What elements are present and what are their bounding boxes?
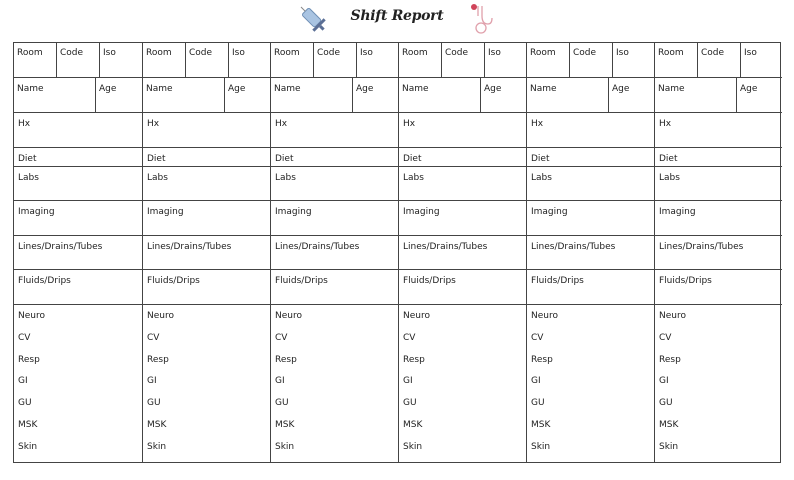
iso-field[interactable] xyxy=(484,43,527,77)
code-label: Code xyxy=(573,48,597,58)
imaging-label: Imaging xyxy=(18,207,55,217)
name-cell xyxy=(14,77,142,112)
room-cell xyxy=(655,43,782,77)
labs-label: Labs xyxy=(18,173,39,183)
system-label: GU xyxy=(275,398,289,409)
iso-field[interactable] xyxy=(356,43,399,77)
lines-cell[interactable] xyxy=(14,235,142,269)
age-field[interactable] xyxy=(480,78,527,112)
age-field[interactable] xyxy=(95,78,142,112)
systems-cell[interactable] xyxy=(271,304,398,464)
patient-column xyxy=(654,43,782,462)
fluids-label: Fluids/Drips xyxy=(531,276,584,286)
hx-label: Hx xyxy=(275,119,288,129)
system-label: GU xyxy=(147,398,161,409)
system-label: GI xyxy=(147,376,157,387)
room-field[interactable] xyxy=(14,43,56,77)
name-label: Name xyxy=(274,84,301,94)
labs-cell[interactable] xyxy=(271,166,398,200)
iso-label: Iso xyxy=(616,48,629,58)
code-field[interactable] xyxy=(697,43,740,77)
system-label: Neuro xyxy=(18,311,45,321)
system-label: MSK xyxy=(659,419,679,430)
diet-label: Diet xyxy=(275,154,294,164)
page-title: Shift Report xyxy=(350,8,444,24)
imaging-label: Imaging xyxy=(531,207,568,217)
labs-label: Labs xyxy=(403,173,424,183)
imaging-cell[interactable] xyxy=(271,200,398,235)
age-field[interactable] xyxy=(352,78,399,112)
system-label: CV xyxy=(659,332,672,343)
age-label: Age xyxy=(740,84,758,94)
room-label: Room xyxy=(658,48,684,58)
iso-label: Iso xyxy=(744,48,757,58)
hx-label: Hx xyxy=(531,119,544,129)
diet-label: Diet xyxy=(403,154,422,164)
name-cell xyxy=(143,77,270,112)
patient-column xyxy=(142,43,270,462)
systems-cell[interactable] xyxy=(143,304,270,464)
code-label: Code xyxy=(701,48,725,58)
room-field[interactable] xyxy=(399,43,441,77)
name-cell xyxy=(399,77,526,112)
patient-column xyxy=(398,43,526,462)
fluids-label: Fluids/Drips xyxy=(147,276,200,286)
labs-label: Labs xyxy=(531,173,552,183)
system-label: GI xyxy=(659,376,669,387)
hx-cell[interactable] xyxy=(14,112,142,147)
age-field[interactable] xyxy=(736,78,783,112)
age-label: Age xyxy=(228,84,246,94)
lines-cell[interactable] xyxy=(143,235,270,269)
iso-label: Iso xyxy=(232,48,245,58)
iso-label: Iso xyxy=(103,48,116,58)
hx-label: Hx xyxy=(18,119,31,129)
code-field[interactable] xyxy=(569,43,612,77)
lines-label: Lines/Drains/Tubes xyxy=(275,242,360,252)
system-label: Skin xyxy=(531,441,551,452)
system-label: Resp xyxy=(147,354,169,365)
fluids-cell[interactable] xyxy=(655,269,782,304)
diet-cell[interactable] xyxy=(399,147,526,166)
age-field[interactable] xyxy=(224,78,271,112)
name-field[interactable] xyxy=(527,78,608,112)
system-label: GU xyxy=(18,398,32,409)
name-cell xyxy=(527,77,654,112)
code-label: Code xyxy=(189,48,213,58)
labs-label: Labs xyxy=(275,173,296,183)
room-field[interactable] xyxy=(527,43,569,77)
iso-label: Iso xyxy=(488,48,501,58)
iso-field[interactable] xyxy=(99,43,142,77)
name-field[interactable] xyxy=(271,78,352,112)
system-label: GU xyxy=(403,398,417,409)
labs-label: Labs xyxy=(147,173,168,183)
system-label: GU xyxy=(659,398,673,409)
room-field[interactable] xyxy=(655,43,697,77)
system-label: MSK xyxy=(531,419,551,430)
diet-cell[interactable] xyxy=(527,147,654,166)
diet-cell[interactable] xyxy=(271,147,398,166)
name-label: Name xyxy=(402,84,429,94)
patient-column xyxy=(526,43,654,462)
systems-cell[interactable] xyxy=(655,304,782,464)
system-label: Neuro xyxy=(147,311,174,321)
system-label: Neuro xyxy=(403,311,430,321)
hx-label: Hx xyxy=(147,119,160,129)
diet-label: Diet xyxy=(18,154,37,164)
labs-label: Labs xyxy=(659,173,680,183)
system-label: GI xyxy=(18,376,28,387)
diet-cell[interactable] xyxy=(14,147,142,166)
diet-label: Diet xyxy=(659,154,678,164)
hx-cell[interactable] xyxy=(655,112,782,147)
lines-label: Lines/Drains/Tubes xyxy=(531,242,616,252)
room-cell xyxy=(14,43,142,77)
system-label: Resp xyxy=(18,354,40,365)
fluids-label: Fluids/Drips xyxy=(403,276,456,286)
fluids-cell[interactable] xyxy=(14,269,142,304)
name-field[interactable] xyxy=(655,78,736,112)
room-cell xyxy=(271,43,398,77)
system-label: CV xyxy=(147,332,160,343)
system-label: CV xyxy=(275,332,288,343)
fluids-cell[interactable] xyxy=(527,269,654,304)
system-label: GI xyxy=(275,376,285,387)
imaging-label: Imaging xyxy=(147,207,184,217)
iso-field[interactable] xyxy=(740,43,783,77)
system-label: Neuro xyxy=(275,311,302,321)
name-field[interactable] xyxy=(399,78,480,112)
system-label: GI xyxy=(531,376,541,387)
age-label: Age xyxy=(356,84,374,94)
code-label: Code xyxy=(317,48,341,58)
imaging-label: Imaging xyxy=(659,207,696,217)
name-field[interactable] xyxy=(14,78,95,112)
name-field[interactable] xyxy=(143,78,224,112)
room-label: Room xyxy=(530,48,556,58)
fluids-cell[interactable] xyxy=(399,269,526,304)
age-label: Age xyxy=(612,84,630,94)
system-label: MSK xyxy=(147,419,167,430)
hx-label: Hx xyxy=(659,119,672,129)
system-label: GU xyxy=(531,398,545,409)
lines-label: Lines/Drains/Tubes xyxy=(403,242,488,252)
diet-label: Diet xyxy=(147,154,166,164)
system-label: Resp xyxy=(275,354,297,365)
system-label: CV xyxy=(403,332,416,343)
system-label: Skin xyxy=(275,441,295,452)
system-label: MSK xyxy=(403,419,423,430)
imaging-cell[interactable] xyxy=(399,200,526,235)
room-label: Room xyxy=(402,48,428,58)
system-label: Resp xyxy=(659,354,681,365)
lines-label: Lines/Drains/Tubes xyxy=(18,242,103,252)
labs-cell[interactable] xyxy=(655,166,782,200)
diet-cell[interactable] xyxy=(655,147,782,166)
imaging-label: Imaging xyxy=(403,207,440,217)
syringe-icon xyxy=(296,2,330,36)
labs-cell[interactable] xyxy=(14,166,142,200)
system-label: Resp xyxy=(403,354,425,365)
system-label: Skin xyxy=(659,441,679,452)
stethoscope-icon xyxy=(468,3,494,35)
system-label: CV xyxy=(18,332,31,343)
code-field[interactable] xyxy=(185,43,228,77)
lines-cell[interactable] xyxy=(527,235,654,269)
patient-column xyxy=(14,43,142,462)
name-label: Name xyxy=(658,84,685,94)
imaging-cell[interactable] xyxy=(143,200,270,235)
lines-cell[interactable] xyxy=(271,235,398,269)
hx-cell[interactable] xyxy=(527,112,654,147)
room-label: Room xyxy=(17,48,43,58)
hx-cell[interactable] xyxy=(271,112,398,147)
system-label: Resp xyxy=(531,354,553,365)
hx-cell[interactable] xyxy=(399,112,526,147)
room-field[interactable] xyxy=(143,43,185,77)
hx-label: Hx xyxy=(403,119,416,129)
name-label: Name xyxy=(17,84,44,94)
systems-cell[interactable] xyxy=(527,304,654,464)
name-cell xyxy=(271,77,398,112)
system-label: Neuro xyxy=(659,311,686,321)
room-label: Room xyxy=(274,48,300,58)
lines-label: Lines/Drains/Tubes xyxy=(147,242,232,252)
system-label: CV xyxy=(531,332,544,343)
code-label: Code xyxy=(445,48,469,58)
patient-column xyxy=(270,43,398,462)
shift-report-table xyxy=(13,42,781,463)
age-label: Age xyxy=(99,84,117,94)
iso-field[interactable] xyxy=(612,43,655,77)
fluids-label: Fluids/Drips xyxy=(659,276,712,286)
imaging-cell[interactable] xyxy=(655,200,782,235)
system-label: Skin xyxy=(147,441,167,452)
imaging-cell[interactable] xyxy=(527,200,654,235)
lines-label: Lines/Drains/Tubes xyxy=(659,242,744,252)
system-label: Neuro xyxy=(531,311,558,321)
code-field[interactable] xyxy=(313,43,356,77)
name-label: Name xyxy=(146,84,173,94)
system-label: MSK xyxy=(18,419,38,430)
system-label: Skin xyxy=(18,441,38,452)
fluids-cell[interactable] xyxy=(271,269,398,304)
diet-label: Diet xyxy=(531,154,550,164)
iso-field[interactable] xyxy=(228,43,271,77)
fluids-cell[interactable] xyxy=(143,269,270,304)
labs-cell[interactable] xyxy=(527,166,654,200)
room-cell xyxy=(399,43,526,77)
system-label: Skin xyxy=(403,441,423,452)
diet-cell[interactable] xyxy=(143,147,270,166)
name-cell xyxy=(655,77,782,112)
age-label: Age xyxy=(484,84,502,94)
fluids-label: Fluids/Drips xyxy=(275,276,328,286)
name-label: Name xyxy=(530,84,557,94)
systems-cell[interactable] xyxy=(14,304,142,464)
code-field[interactable] xyxy=(56,43,99,77)
room-cell xyxy=(527,43,654,77)
lines-cell[interactable] xyxy=(399,235,526,269)
code-field[interactable] xyxy=(441,43,484,77)
code-label: Code xyxy=(60,48,84,58)
labs-cell[interactable] xyxy=(399,166,526,200)
imaging-label: Imaging xyxy=(275,207,312,217)
hx-cell[interactable] xyxy=(143,112,270,147)
room-field[interactable] xyxy=(271,43,313,77)
room-cell xyxy=(143,43,270,77)
systems-cell[interactable] xyxy=(399,304,526,464)
system-label: GI xyxy=(403,376,413,387)
room-label: Room xyxy=(146,48,172,58)
imaging-cell[interactable] xyxy=(14,200,142,235)
lines-cell[interactable] xyxy=(655,235,782,269)
labs-cell[interactable] xyxy=(143,166,270,200)
age-field[interactable] xyxy=(608,78,655,112)
system-label: MSK xyxy=(275,419,295,430)
fluids-label: Fluids/Drips xyxy=(18,276,71,286)
iso-label: Iso xyxy=(360,48,373,58)
